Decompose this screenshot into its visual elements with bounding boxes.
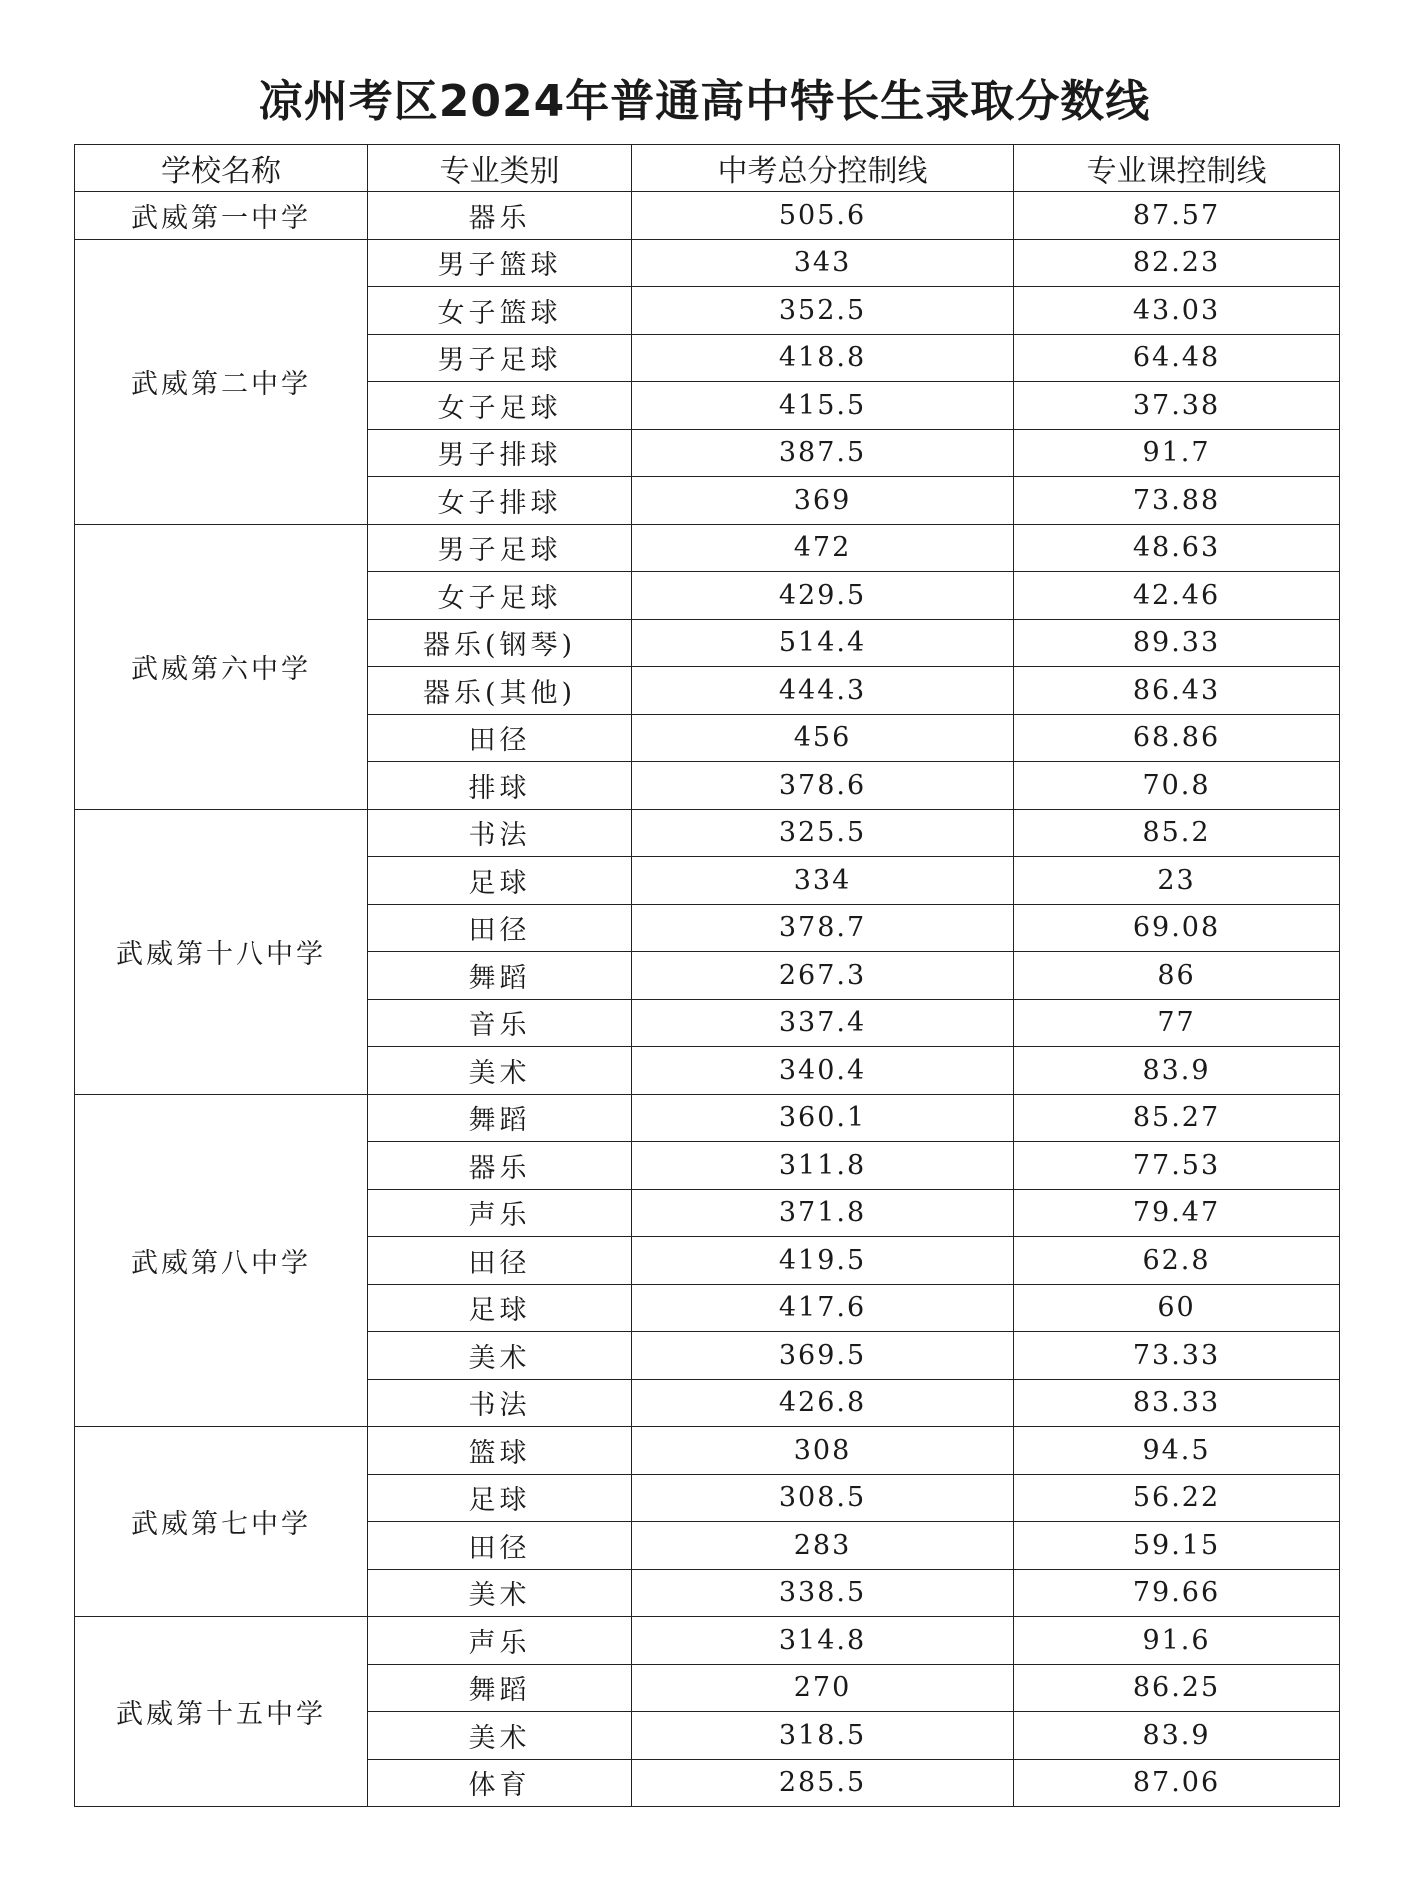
major-category-cell: 男子足球 (368, 334, 632, 382)
major-course-line-cell: 60 (1014, 1284, 1340, 1332)
header-school-name: 学校名称 (75, 145, 368, 192)
major-category-cell: 器乐(钢琴) (368, 619, 632, 667)
major-course-line-cell: 42.46 (1014, 572, 1340, 620)
total-score-line-cell: 352.5 (632, 287, 1014, 335)
header-major-course-line: 专业课控制线 (1014, 145, 1340, 192)
total-score-line-cell: 308.5 (632, 1474, 1014, 1522)
major-course-line-cell: 85.2 (1014, 809, 1340, 857)
total-score-line-cell: 285.5 (632, 1759, 1014, 1807)
total-score-line-cell: 325.5 (632, 809, 1014, 857)
major-course-line-cell: 79.47 (1014, 1189, 1340, 1237)
school-name-cell: 武威第十八中学 (75, 809, 368, 1094)
table-row (75, 809, 1340, 857)
school-name-cell: 武威第六中学 (75, 524, 368, 809)
total-score-line-cell: 378.6 (632, 762, 1014, 810)
school-name-cell: 武威第一中学 (75, 192, 368, 240)
total-score-line-cell: 429.5 (632, 572, 1014, 620)
major-course-line-cell: 87.57 (1014, 192, 1340, 240)
total-score-line-cell: 369 (632, 477, 1014, 525)
major-course-line-cell: 37.38 (1014, 382, 1340, 430)
table-header-row (75, 145, 1340, 192)
major-course-line-cell: 73.33 (1014, 1332, 1340, 1380)
major-course-line-cell: 86 (1014, 952, 1340, 1000)
major-category-cell: 声乐 (368, 1617, 632, 1665)
major-category-cell: 足球 (368, 1284, 632, 1332)
major-course-line-cell: 48.63 (1014, 524, 1340, 572)
major-category-cell: 声乐 (368, 1189, 632, 1237)
total-score-line-cell: 337.4 (632, 999, 1014, 1047)
total-score-line-cell: 417.6 (632, 1284, 1014, 1332)
table-row (75, 1427, 1340, 1475)
major-category-cell: 田径 (368, 1237, 632, 1285)
major-course-line-cell: 86.43 (1014, 667, 1340, 715)
major-category-cell: 体育 (368, 1759, 632, 1807)
total-score-line-cell: 340.4 (632, 1047, 1014, 1095)
total-score-line-cell: 387.5 (632, 429, 1014, 477)
major-category-cell: 舞蹈 (368, 1094, 632, 1142)
major-category-cell: 器乐 (368, 192, 632, 240)
page-title: 凉州考区2024年普通高中特长生录取分数线 (258, 76, 1151, 127)
major-course-line-cell: 68.86 (1014, 714, 1340, 762)
major-course-line-cell: 83.9 (1014, 1712, 1340, 1760)
table-row (75, 239, 1340, 287)
total-score-line-cell: 426.8 (632, 1379, 1014, 1427)
major-category-cell: 足球 (368, 857, 632, 905)
total-score-line-cell: 378.7 (632, 904, 1014, 952)
major-course-line-cell: 77 (1014, 999, 1340, 1047)
major-course-line-cell: 56.22 (1014, 1474, 1340, 1522)
major-category-cell: 美术 (368, 1569, 632, 1617)
total-score-line-cell: 311.8 (632, 1142, 1014, 1190)
total-score-line-cell: 444.3 (632, 667, 1014, 715)
major-course-line-cell: 83.9 (1014, 1047, 1340, 1095)
major-course-line-cell: 64.48 (1014, 334, 1340, 382)
table-row (75, 1094, 1340, 1142)
total-score-line-cell: 308 (632, 1427, 1014, 1475)
table-row (75, 192, 1340, 240)
major-course-line-cell: 91.7 (1014, 429, 1340, 477)
major-course-line-cell: 94.5 (1014, 1427, 1340, 1475)
total-score-line-cell: 343 (632, 239, 1014, 287)
total-score-line-cell: 371.8 (632, 1189, 1014, 1237)
major-category-cell: 排球 (368, 762, 632, 810)
major-category-cell: 书法 (368, 1379, 632, 1427)
major-category-cell: 篮球 (368, 1427, 632, 1475)
major-category-cell: 足球 (368, 1474, 632, 1522)
major-course-line-cell: 23 (1014, 857, 1340, 905)
total-score-line-cell: 415.5 (632, 382, 1014, 430)
major-category-cell: 男子篮球 (368, 239, 632, 287)
school-name-cell: 武威第七中学 (75, 1427, 368, 1617)
major-course-line-cell: 83.33 (1014, 1379, 1340, 1427)
total-score-line-cell: 334 (632, 857, 1014, 905)
total-score-line-cell: 418.8 (632, 334, 1014, 382)
table-body (75, 192, 1340, 1807)
total-score-line-cell: 505.6 (632, 192, 1014, 240)
major-category-cell: 美术 (368, 1332, 632, 1380)
school-name-cell: 武威第八中学 (75, 1094, 368, 1427)
total-score-line-cell: 514.4 (632, 619, 1014, 667)
total-score-line-cell: 456 (632, 714, 1014, 762)
major-course-line-cell: 79.66 (1014, 1569, 1340, 1617)
total-score-line-cell: 419.5 (632, 1237, 1014, 1285)
major-category-cell: 音乐 (368, 999, 632, 1047)
header-total-score-line: 中考总分控制线 (632, 145, 1014, 192)
major-category-cell: 女子排球 (368, 477, 632, 525)
major-category-cell: 田径 (368, 904, 632, 952)
major-course-line-cell: 73.88 (1014, 477, 1340, 525)
table-row (75, 524, 1340, 572)
total-score-line-cell: 360.1 (632, 1094, 1014, 1142)
major-category-cell: 美术 (368, 1047, 632, 1095)
major-course-line-cell: 87.06 (1014, 1759, 1340, 1807)
total-score-line-cell: 267.3 (632, 952, 1014, 1000)
total-score-line-cell: 314.8 (632, 1617, 1014, 1665)
major-course-line-cell: 91.6 (1014, 1617, 1340, 1665)
school-name-cell: 武威第二中学 (75, 239, 368, 524)
table-row (75, 1617, 1340, 1665)
total-score-line-cell: 338.5 (632, 1569, 1014, 1617)
total-score-line-cell: 472 (632, 524, 1014, 572)
major-course-line-cell: 62.8 (1014, 1237, 1340, 1285)
major-category-cell: 女子篮球 (368, 287, 632, 335)
major-course-line-cell: 69.08 (1014, 904, 1340, 952)
total-score-line-cell: 369.5 (632, 1332, 1014, 1380)
major-course-line-cell: 43.03 (1014, 287, 1340, 335)
total-score-line-cell: 318.5 (632, 1712, 1014, 1760)
major-category-cell: 女子足球 (368, 382, 632, 430)
major-category-cell: 舞蹈 (368, 1664, 632, 1712)
major-category-cell: 女子足球 (368, 572, 632, 620)
major-category-cell: 书法 (368, 809, 632, 857)
major-course-line-cell: 59.15 (1014, 1522, 1340, 1570)
school-name-cell: 武威第十五中学 (75, 1617, 368, 1807)
total-score-line-cell: 283 (632, 1522, 1014, 1570)
major-category-cell: 舞蹈 (368, 952, 632, 1000)
major-course-line-cell: 85.27 (1014, 1094, 1340, 1142)
major-category-cell: 男子足球 (368, 524, 632, 572)
major-course-line-cell: 77.53 (1014, 1142, 1340, 1190)
major-category-cell: 器乐(其他) (368, 667, 632, 715)
header-major-category: 专业类别 (368, 145, 632, 192)
major-category-cell: 男子排球 (368, 429, 632, 477)
major-course-line-cell: 82.23 (1014, 239, 1340, 287)
major-category-cell: 美术 (368, 1712, 632, 1760)
major-course-line-cell: 86.25 (1014, 1664, 1340, 1712)
major-course-line-cell: 70.8 (1014, 762, 1340, 810)
major-category-cell: 器乐 (368, 1142, 632, 1190)
major-category-cell: 田径 (368, 1522, 632, 1570)
major-category-cell: 田径 (368, 714, 632, 762)
total-score-line-cell: 270 (632, 1664, 1014, 1712)
major-course-line-cell: 89.33 (1014, 619, 1340, 667)
admission-score-table (74, 144, 1340, 1807)
